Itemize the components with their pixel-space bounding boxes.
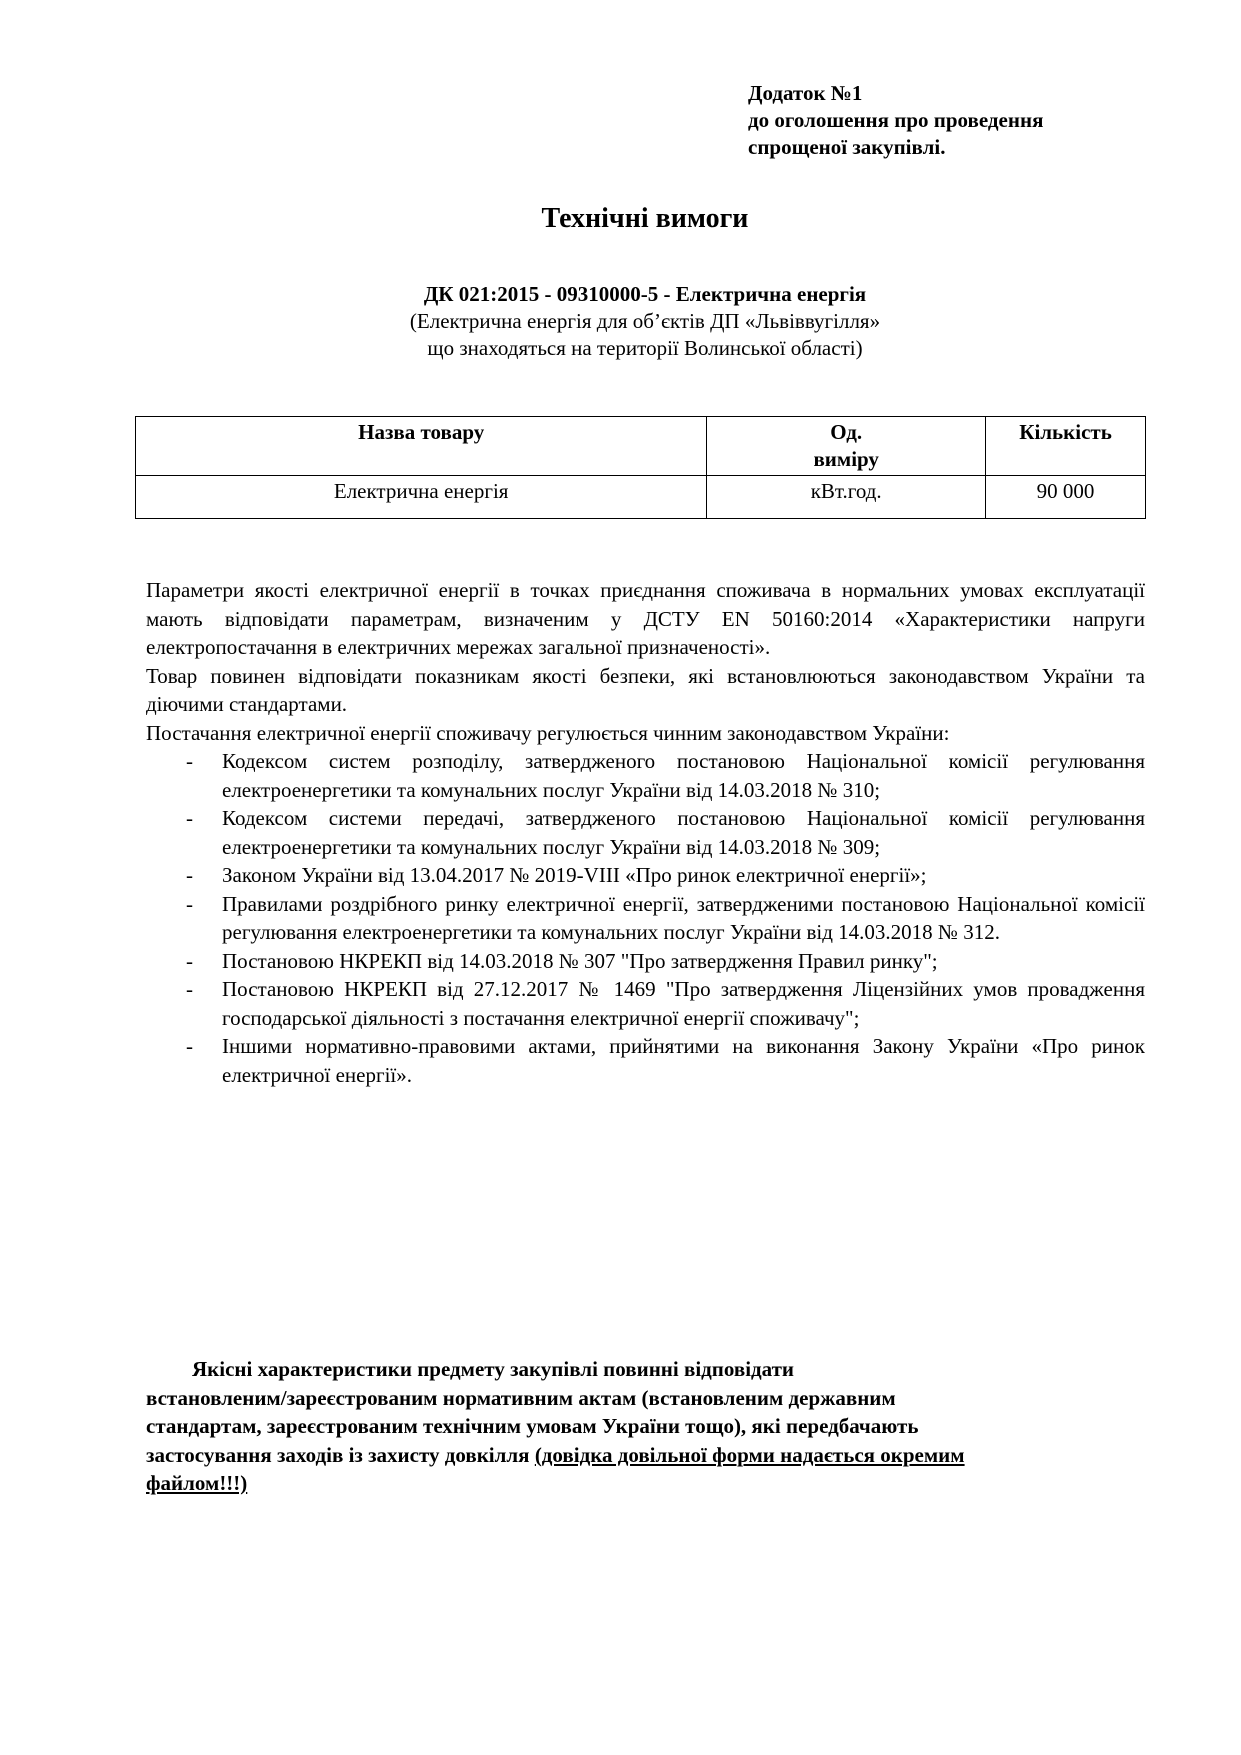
list-item [146, 975, 1145, 1032]
environment-line-1: Якісні характеристики предмету закупівлі повинні відповідати [192, 1357, 795, 1381]
list-item [146, 804, 1145, 861]
cell-unit: кВт.год. [707, 476, 986, 519]
paragraph-regulation: Постачання електричної енергії споживачу регулюється чинним законодавством України: [146, 720, 950, 745]
list-dash: - [186, 806, 193, 830]
requirements-text [146, 576, 1145, 1089]
list-item [146, 947, 1145, 976]
list-dash: - [186, 977, 193, 1001]
list-item-text: Постановою НКРЕКП від 14.03.2018 № 307 "Про затвердження Правил ринку"; [222, 948, 938, 973]
cell-name: Електрична енергія [136, 476, 707, 519]
certificate-note-end: файлом!!!) [146, 1471, 248, 1495]
list-item [146, 747, 1145, 804]
header-unit-line-1: Од. [830, 420, 863, 444]
certificate-note: (довідка довільної форми надається окремим [534, 1442, 965, 1467]
appendix-block [748, 80, 1043, 161]
legislation-list [146, 747, 1145, 1089]
appendix-number: Додаток №1 [748, 81, 863, 105]
environment-line-5 [146, 1469, 1146, 1498]
list-dash: - [186, 1034, 193, 1058]
header-name: Назва товару [136, 417, 707, 476]
list-item-text: Кодексом систем розподілу, затвердженого постановою Національної комісії регулювання електроенергетики та комунальних послуг України від 14.03.2018 № 310; [222, 749, 1145, 802]
header-quantity: Кількість [986, 417, 1146, 476]
appendix-line-2: до оголошення про проведення [748, 108, 1044, 132]
environment-requirement [146, 1355, 1146, 1498]
list-dash: - [186, 863, 193, 887]
environment-line-4 [146, 1441, 1146, 1470]
cell-quantity: 90 000 [986, 476, 1146, 519]
list-dash: - [186, 948, 193, 973]
table-header-row [136, 417, 1146, 476]
appendix-line-3: спрощеної закупівлі. [748, 135, 946, 159]
list-item [146, 890, 1145, 947]
list-item [146, 1032, 1145, 1089]
header-unit-line-2: виміру [813, 447, 879, 471]
list-item [146, 861, 1145, 890]
list-item-text: Постановою НКРЕКП від 27.12.2017 № 1469 "Про затвердження Ліцензійних умов провадження господарської діяльності з постачання електричної енергії споживачу"; [222, 977, 1145, 1030]
list-item-text: Кодексом системи передачі, затвердженого постановою Національної комісії регулювання електроенергетики та комунальних послуг України від 14.03.2018 № 309; [222, 806, 1145, 859]
subtitle-line-3: що знаходяться на території Волинської області) [427, 336, 863, 360]
table-row [136, 476, 1146, 519]
environment-line-3: стандартам, зареєстрованим технічним умовам України тощо), які передбачають [146, 1414, 919, 1438]
subtitle-block [0, 281, 1241, 362]
paragraph-safety: Товар повинен відповідати показникам якості безпеки, які встановлюються законодавством України та діючими стандартами. [146, 663, 1145, 716]
list-item-text: Іншими нормативно-правовими актами, прийнятими на виконання Закону України «Про ринок електричної енергії». [222, 1034, 1145, 1087]
environment-line-2: встановленим/зареєстрованим нормативним актам (встановленим державним [146, 1385, 896, 1410]
document-title: Технічні вимоги [541, 203, 749, 234]
environment-line-4-text: застосування заходів із захисту довкілля [146, 1442, 535, 1467]
subtitle-line-2: (Електрична енергія для об’єктів ДП «Львіввугілля» [409, 309, 881, 333]
list-dash: - [186, 749, 193, 773]
header-unit [707, 417, 986, 476]
classification-code: ДК 021:2015 - 09310000-5 - Електрична енергія [423, 282, 867, 306]
list-item-text: Правилами роздрібного ринку електричної енергії, затвердженими постановою Національної комісії регулювання електроенергетики та комунальних послуг України від 14.03.2018 № 312. [222, 891, 1145, 944]
paragraph-quality: Параметри якості електричної енергії в точках приєднання споживача в нормальних умовах експлуатації мають відповідати параметрам, визначеним у ДСТУ EN 50160:2014 «Характеристики напруги електропостачання в електричних мережах загальної призначеності». [146, 578, 1145, 659]
goods-table [135, 416, 1146, 519]
list-dash: - [186, 891, 193, 916]
list-item-text: Законом України від 13.04.2017 № 2019-VIII «Про ринок електричної енергії»; [222, 863, 927, 887]
